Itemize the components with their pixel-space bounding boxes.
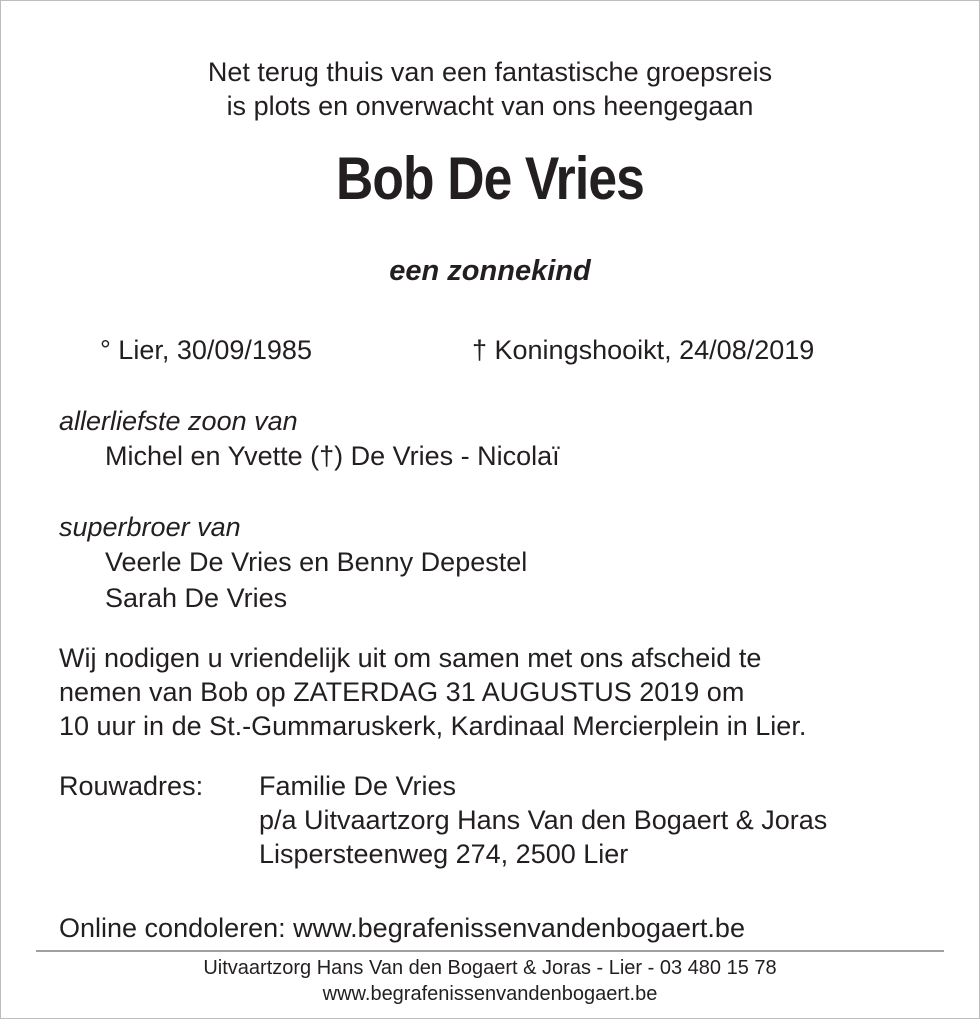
parents-names: Michel en Yvette (†) De Vries - Nicolaï — [105, 441, 560, 471]
invitation-line-1: Wij nodigen u vriendelijk uit om samen met ons afscheid te — [59, 643, 762, 673]
footer-divider — [36, 950, 944, 952]
intro-text — [0, 55, 980, 123]
footer-line-2: www.begrafenissenvandenbogaert.be — [322, 983, 658, 1005]
death-date: † Koningshooikt, 24/08/2019 — [472, 335, 815, 365]
intro-line-1: Net terug thuis van een fantastische groepsreis — [207, 57, 773, 87]
footer — [0, 955, 980, 1007]
address-lines — [259, 769, 827, 871]
parents-label: allerliefste zoon van — [59, 406, 298, 436]
birth-date: ° Lier, 30/09/1985 — [100, 335, 312, 365]
invitation-line-2: nemen van Bob op ZATERDAG 31 AUGUSTUS 2019 om — [59, 677, 745, 707]
address-line-1: Familie De Vries — [259, 771, 457, 801]
footer-line-1: Uitvaartzorg Hans Van den Bogaert & Joras - Lier - 03 480 15 78 — [203, 957, 777, 979]
invitation-text — [59, 641, 806, 743]
deceased-name: Bob De Vries — [335, 145, 644, 212]
online-condolence: Online condoleren: www.begrafenissenvandenbogaert.be — [59, 913, 745, 943]
invitation-line-3: 10 uur in de St.-Gummaruskerk, Kardinaal Mercierplein in Lier. — [59, 711, 807, 741]
tagline: een zonnekind — [389, 255, 591, 287]
address-line-2: p/a Uitvaartzorg Hans Van den Bogaert & Joras — [259, 805, 828, 835]
address-label: Rouwadres: — [59, 771, 204, 801]
address-line-3: Lispersteenweg 274, 2500 Lier — [259, 839, 629, 869]
siblings-label: superbroer van — [59, 512, 241, 542]
sibling-1: Veerle De Vries en Benny Depestel — [105, 547, 528, 577]
intro-line-2: is plots en onverwacht van ons heengegaan — [226, 91, 754, 121]
sibling-2: Sarah De Vries — [105, 583, 288, 613]
